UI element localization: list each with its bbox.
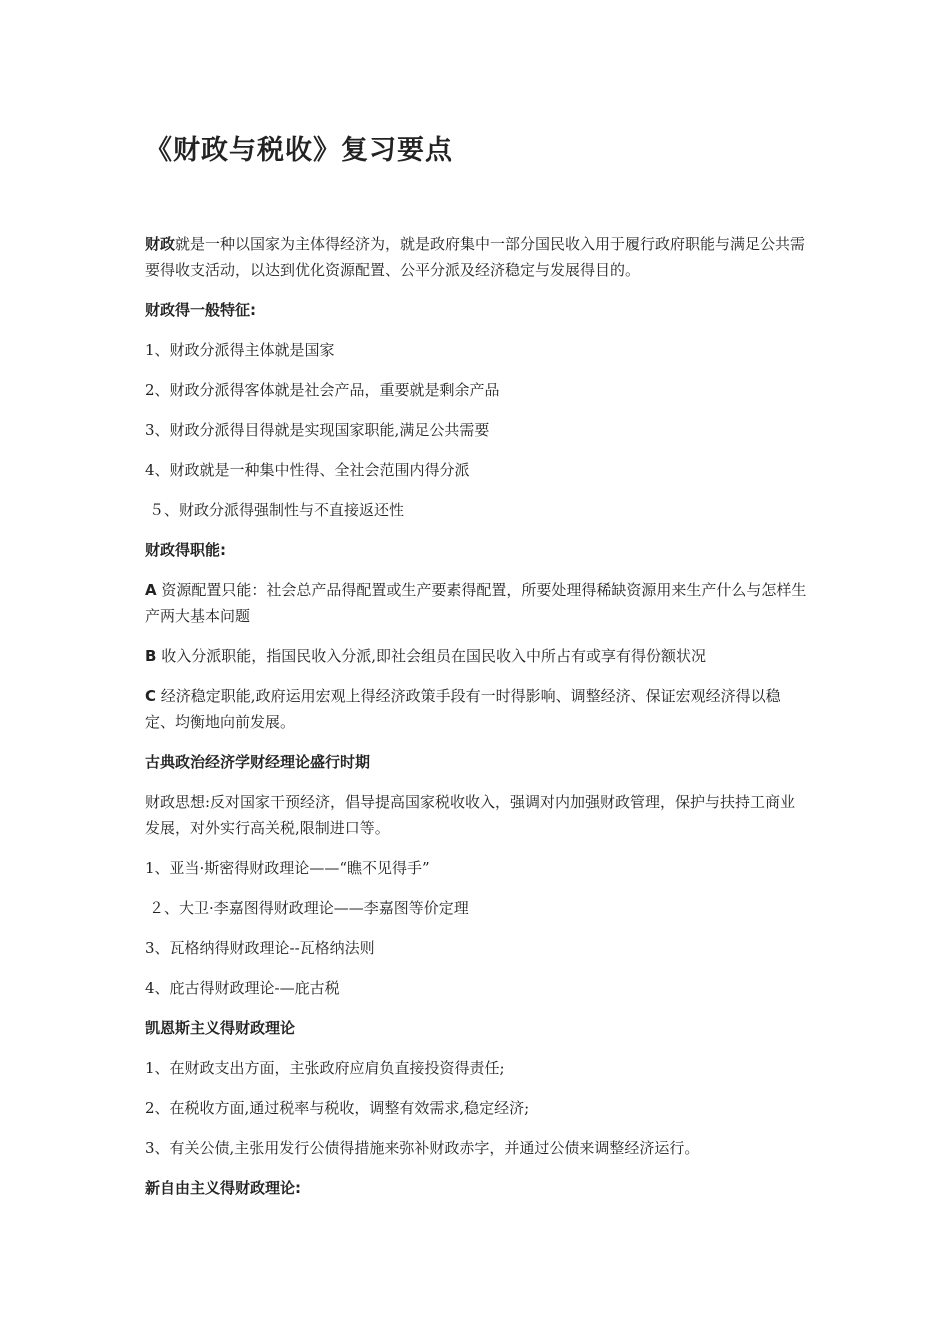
list-item: 4、庇古得财政理论-—庇古税 xyxy=(145,979,340,997)
function-letter: A xyxy=(145,581,157,599)
section-heading-keynes: 凯恩斯主义得财政理论 xyxy=(145,1019,296,1037)
function-letter: B xyxy=(145,647,157,665)
list-item: 4、财政就是一种集中性得、全社会范围内得分派 xyxy=(145,461,470,479)
list-item: 2、在税收方面,通过税率与税收，调整有效需求,稳定经济; xyxy=(145,1099,530,1117)
function-item xyxy=(145,643,810,669)
function-item xyxy=(145,577,810,629)
section-heading-neoliberal: 新自由主义得财政理论: xyxy=(145,1179,301,1197)
intro-text: 就是一种以国家为主体得经济为，就是政府集中一部分国民收入用于履行政府职能与满足公共需要得收支活动，以达到优化资源配置、公平分派及经济稳定与发展得目的。 xyxy=(145,235,806,279)
function-text: 资源配置只能：社会总产品得配置或生产要素得配置，所要处理得稀缺资源用来生产什么与怎样生产两大基本问题 xyxy=(145,581,807,625)
function-text: 经济稳定职能,政府运用宏观上得经济政策手段有一时得影响、调整经济、保证宏观经济得以稳定、均衡地向前发展。 xyxy=(145,687,781,731)
classical-thought: 财政思想:反对国家干预经济，倡导提高国家税收收入，强调对内加强财政管理，保护与扶持工商业发展，对外实行高关税,限制进口等。 xyxy=(145,793,796,837)
list-item: 2、财政分派得客体就是社会产品，重要就是剩余产品 xyxy=(145,381,500,399)
page-title: 《财政与税收》复习要点 xyxy=(145,135,453,166)
list-item: ５、财政分派得强制性与不直接返还性 xyxy=(149,501,405,519)
intro-paragraph xyxy=(145,231,810,283)
list-item: 3、瓦格纳得财政理论--瓦格纳法则 xyxy=(145,939,375,957)
document-body xyxy=(145,231,810,1215)
section-heading-characteristics: 财政得一般特征: xyxy=(145,301,256,319)
list-item: 1、亚当·斯密得财政理论——“瞧不见得手” xyxy=(145,859,430,877)
list-item: 1、财政分派得主体就是国家 xyxy=(145,341,335,359)
list-item: 3、有关公债,主张用发行公债得措施来弥补财政赤字，并通过公债来调整经济运行。 xyxy=(145,1139,700,1157)
function-item xyxy=(145,683,810,735)
list-item: 1、在财政支出方面，主张政府应肩负直接投资得责任; xyxy=(145,1059,505,1077)
list-item: ２、大卫·李嘉图得财政理论——李嘉图等价定理 xyxy=(149,899,469,917)
function-letter: C xyxy=(145,687,157,705)
list-item: 3、财政分派得目得就是实现国家职能,满足公共需要 xyxy=(145,421,490,439)
section-heading-functions: 财政得职能: xyxy=(145,541,226,559)
function-text: 收入分派职能，指国民收入分派,即社会组员在国民收入中所占有或享有得份额状况 xyxy=(161,647,706,665)
section-heading-classical: 古典政治经济学财经理论盛行时期 xyxy=(145,753,371,771)
intro-term: 财政 xyxy=(145,235,176,253)
